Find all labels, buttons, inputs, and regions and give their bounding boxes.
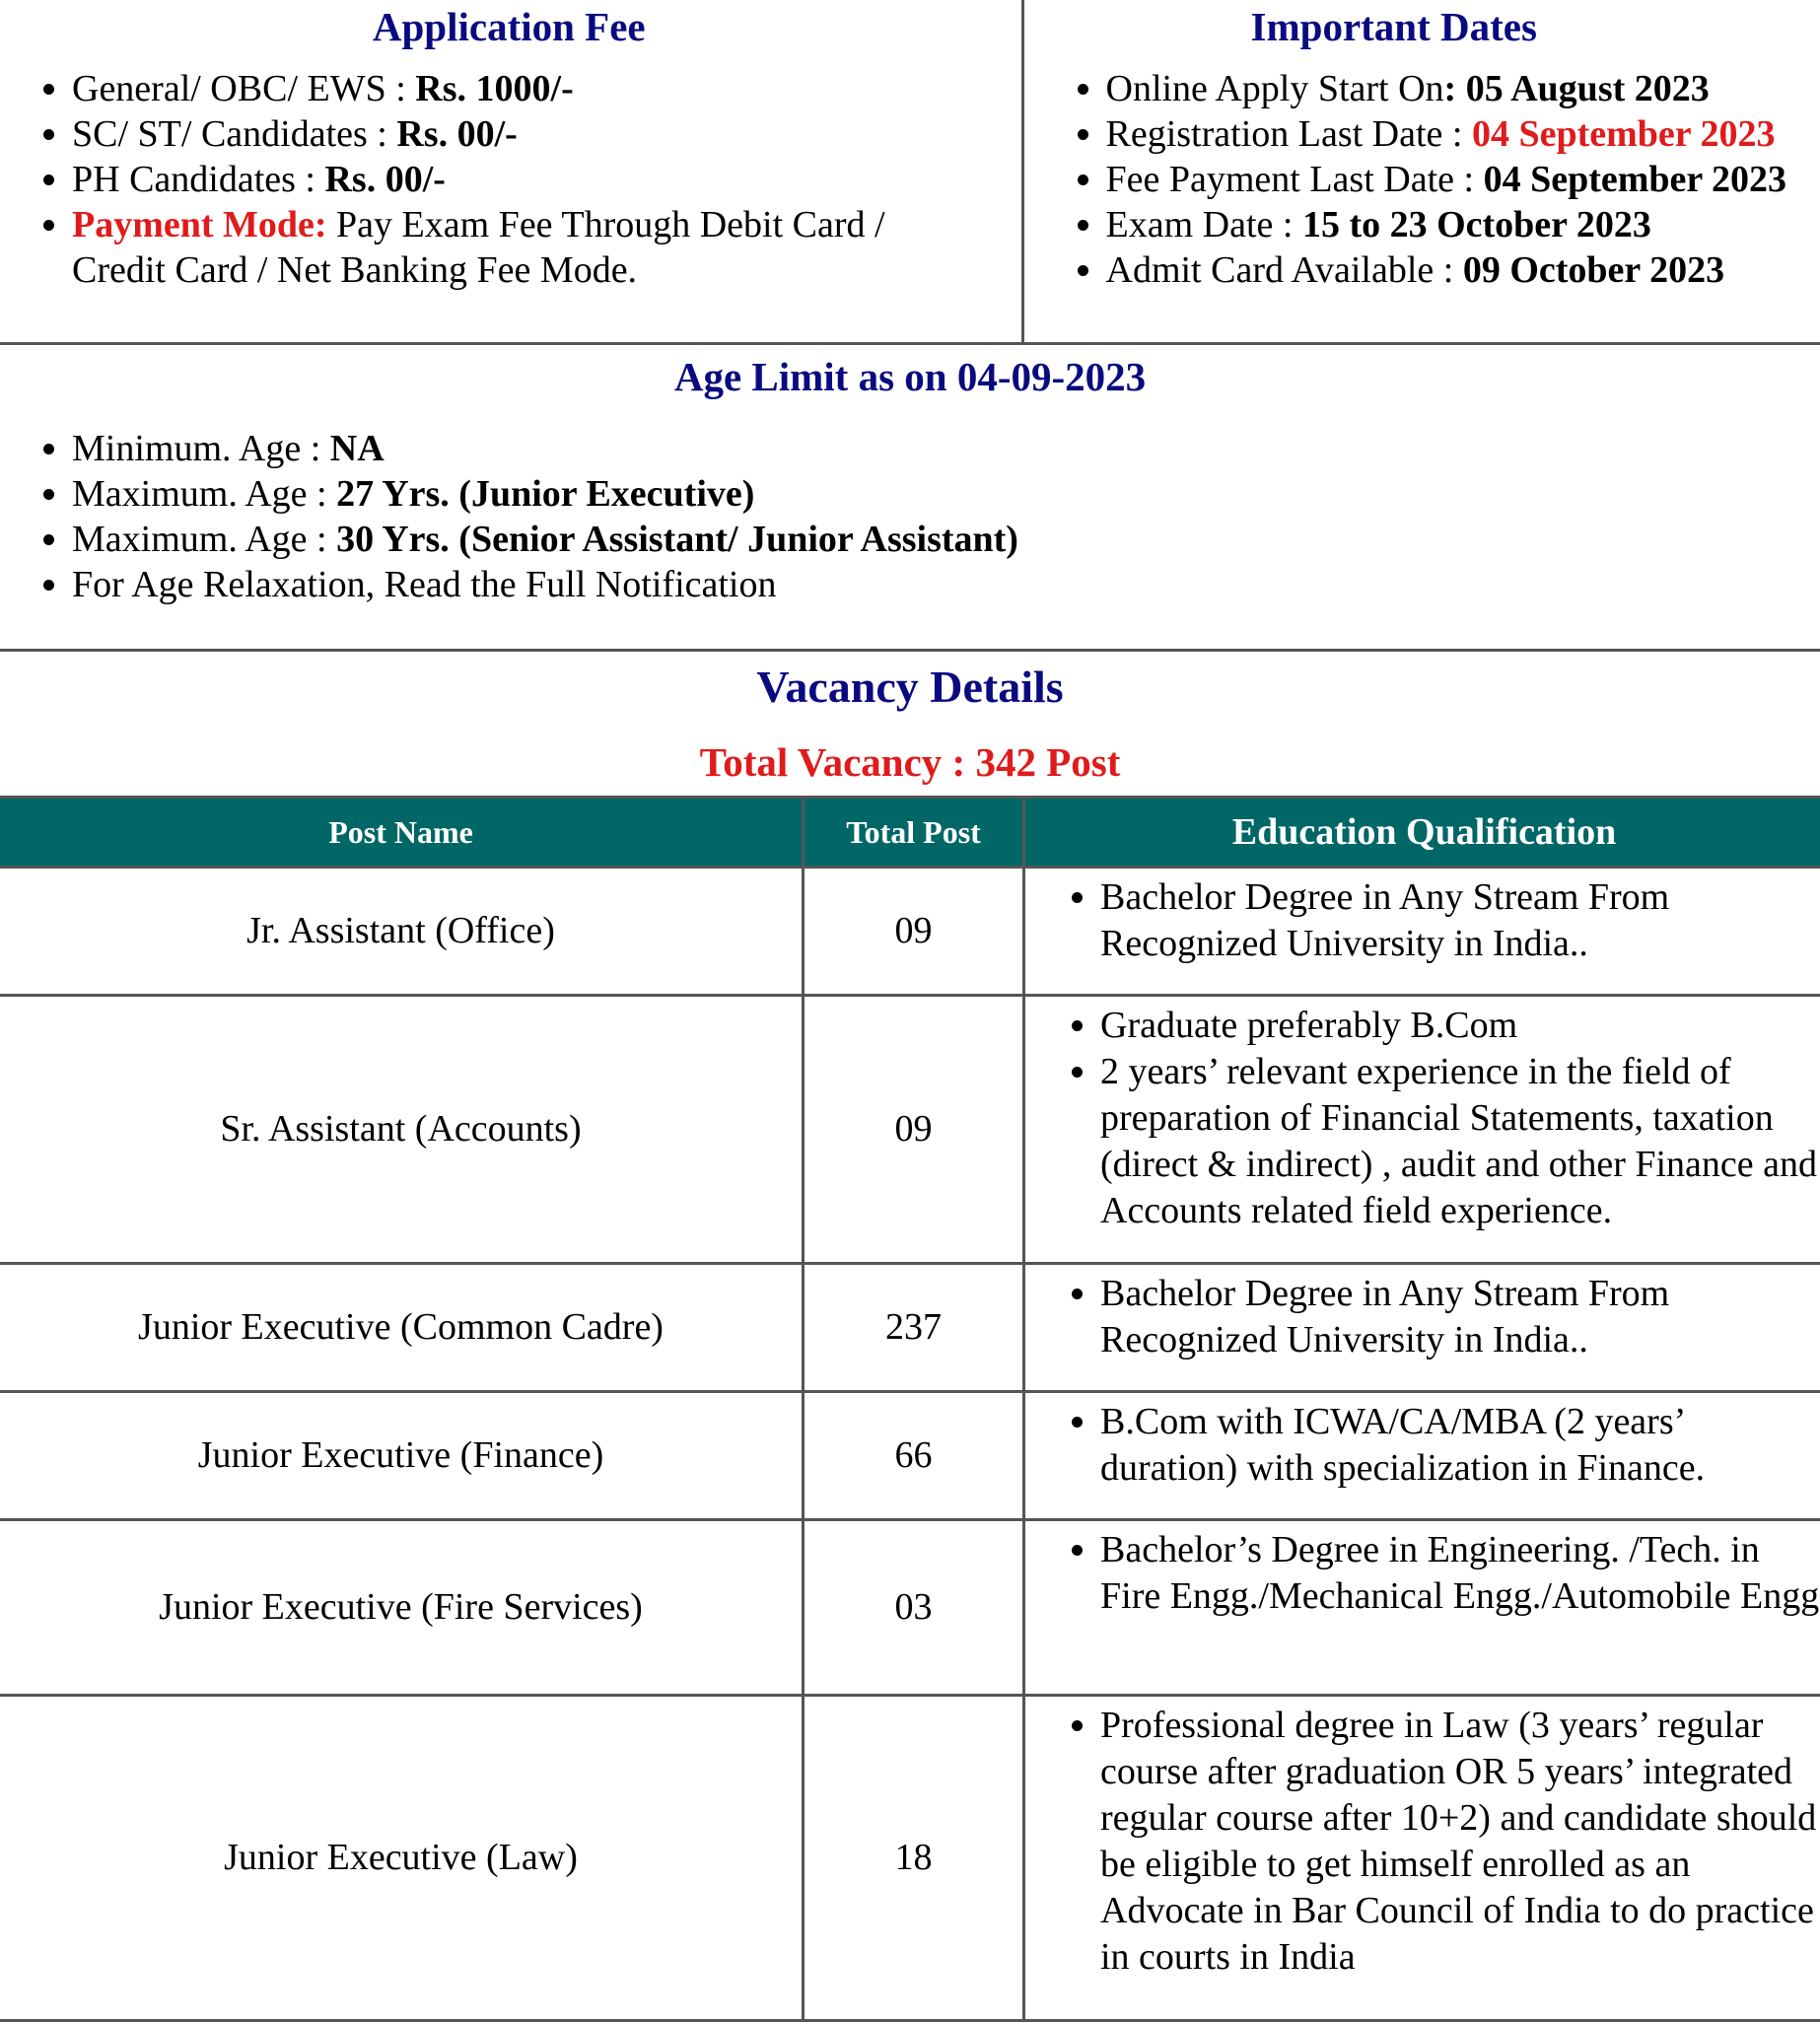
list-item	[72, 426, 1820, 471]
list-item: • Graduate preferably B.Com	[1100, 1003, 1820, 1049]
qualification-cell	[1024, 1392, 1820, 1520]
payment-mode-label: Payment Mode:	[72, 204, 327, 245]
qualification-cell	[1024, 1264, 1820, 1392]
list-item: • Bachelor Degree in Any Stream From Recognized University in India..	[1100, 874, 1820, 967]
vacancy-section	[0, 662, 1820, 2022]
total-post-cell: 09	[804, 868, 1024, 996]
total-post-cell: 237	[804, 1264, 1024, 1392]
table-row	[0, 1392, 1820, 1520]
list-item: • Bachelor Degree in Any Stream From Recognized University in India..	[1100, 1271, 1820, 1363]
date-value: 09 October 2023	[1463, 249, 1724, 291]
list-item	[72, 517, 1820, 562]
column-header-education: Education Qualification	[1024, 798, 1820, 868]
list-item: • Professional degree in Law (3 years’ regular course after graduation OR 5 years’ integrated regular course after 10+2) and candidate should be eligible to get himself enrolled as an Advocate in Bar Council of India to do practice in courts in India	[1100, 1703, 1820, 1981]
vacancy-heading: Vacancy Details	[0, 662, 1820, 713]
qualification-cell	[1024, 1520, 1820, 1696]
date-label: Fee Payment Last Date :	[1106, 159, 1484, 200]
list-item	[72, 66, 1021, 111]
list-item: • B.Com with ICWA/CA/MBA (2 years’ duration) with specialization in Finance.	[1100, 1399, 1820, 1492]
list-item: • Bachelor’s Degree in Engineering. /Tech. in Fire Engg./Mechanical Engg./Automobile Engg	[1100, 1527, 1820, 1620]
list-item	[1106, 157, 1820, 202]
table-row	[0, 1696, 1820, 2021]
post-name-cell: Junior Executive (Common Cadre)	[0, 1264, 804, 1392]
date-label: Exam Date :	[1106, 204, 1302, 245]
date-label: Registration Last Date :	[1106, 113, 1472, 155]
age-value: NA	[330, 428, 385, 469]
qualification-cell	[1024, 996, 1820, 1264]
age-limit-section	[0, 344, 1820, 651]
list-item	[1106, 111, 1820, 157]
list-item	[72, 202, 1021, 293]
age-label: Maximum. Age :	[72, 473, 336, 515]
table-row	[0, 1520, 1820, 1696]
fee-label: SC/ ST/ Candidates :	[72, 113, 396, 155]
date-label: Admit Card Available :	[1106, 249, 1463, 291]
table-row	[0, 996, 1820, 1264]
list-item	[1106, 66, 1820, 111]
qualification-cell	[1024, 868, 1820, 996]
list-item	[72, 562, 1820, 607]
date-value: 15 to 23 October 2023	[1302, 204, 1651, 245]
list-item	[72, 471, 1820, 517]
fee-value: Rs. 00/-	[324, 159, 445, 200]
total-post-cell: 09	[804, 996, 1024, 1264]
total-vacancy: Total Vacancy : 342 Post	[0, 738, 1820, 786]
fee-list	[0, 66, 1021, 293]
table-header-row	[0, 798, 1820, 868]
important-dates-section	[1022, 0, 1820, 344]
important-dates-heading: Important Dates	[1024, 3, 1765, 50]
total-post-cell: 03	[804, 1520, 1024, 1696]
age-note: For Age Relaxation, Read the Full Notification	[72, 564, 777, 605]
post-name-cell: Junior Executive (Law)	[0, 1696, 804, 2021]
list-item	[1106, 202, 1820, 247]
application-fee-heading: Application Fee	[0, 3, 1021, 50]
fee-value: Rs. 1000/-	[415, 68, 573, 109]
total-post-cell: 66	[804, 1392, 1024, 1520]
age-value: 30 Yrs. (Senior Assistant/ Junior Assistant)	[336, 519, 1018, 560]
column-header-post-name: Post Name	[0, 798, 804, 868]
date-label: Online Apply Start On	[1106, 68, 1444, 109]
list-item	[72, 111, 1021, 157]
column-header-total-post: Total Post	[804, 798, 1024, 868]
age-label: Minimum. Age :	[72, 428, 330, 469]
post-name-cell: Sr. Assistant (Accounts)	[0, 996, 804, 1264]
dates-list	[1024, 66, 1820, 293]
post-name-cell: Junior Executive (Finance)	[0, 1392, 804, 1520]
vacancy-table	[0, 796, 1820, 2022]
age-label: Maximum. Age :	[72, 519, 336, 560]
age-value: 27 Yrs. (Junior Executive)	[336, 473, 754, 515]
fee-value: Rs. 00/-	[396, 113, 517, 155]
post-name-cell: Jr. Assistant (Office)	[0, 868, 804, 996]
qualification-cell	[1024, 1696, 1820, 2021]
age-list	[0, 426, 1820, 607]
post-name-cell: Junior Executive (Fire Services)	[0, 1520, 804, 1696]
info-table	[0, 0, 1820, 652]
payment-mode-text: Pay Exam Fee Through Debit Card / Credit Card / Net Banking Fee Mode.	[72, 204, 885, 291]
application-fee-section	[0, 0, 1022, 344]
table-row	[0, 1264, 1820, 1392]
age-limit-heading: Age Limit as on 04-09-2023	[0, 353, 1820, 400]
date-value: 04 September 2023	[1472, 113, 1776, 155]
fee-label: General/ OBC/ EWS :	[72, 68, 415, 109]
list-item: • 2 years’ relevant experience in the field of preparation of Financial Statements, taxation (direct & indirect) , audit and other Finance and Accounts related field experience.	[1100, 1049, 1820, 1234]
date-value: 04 September 2023	[1484, 159, 1787, 200]
table-row	[0, 868, 1820, 996]
date-value: : 05 August 2023	[1444, 68, 1710, 109]
list-item	[1106, 247, 1820, 293]
total-post-cell: 18	[804, 1696, 1024, 2021]
fee-label: PH Candidates :	[72, 159, 324, 200]
list-item	[72, 157, 1021, 202]
